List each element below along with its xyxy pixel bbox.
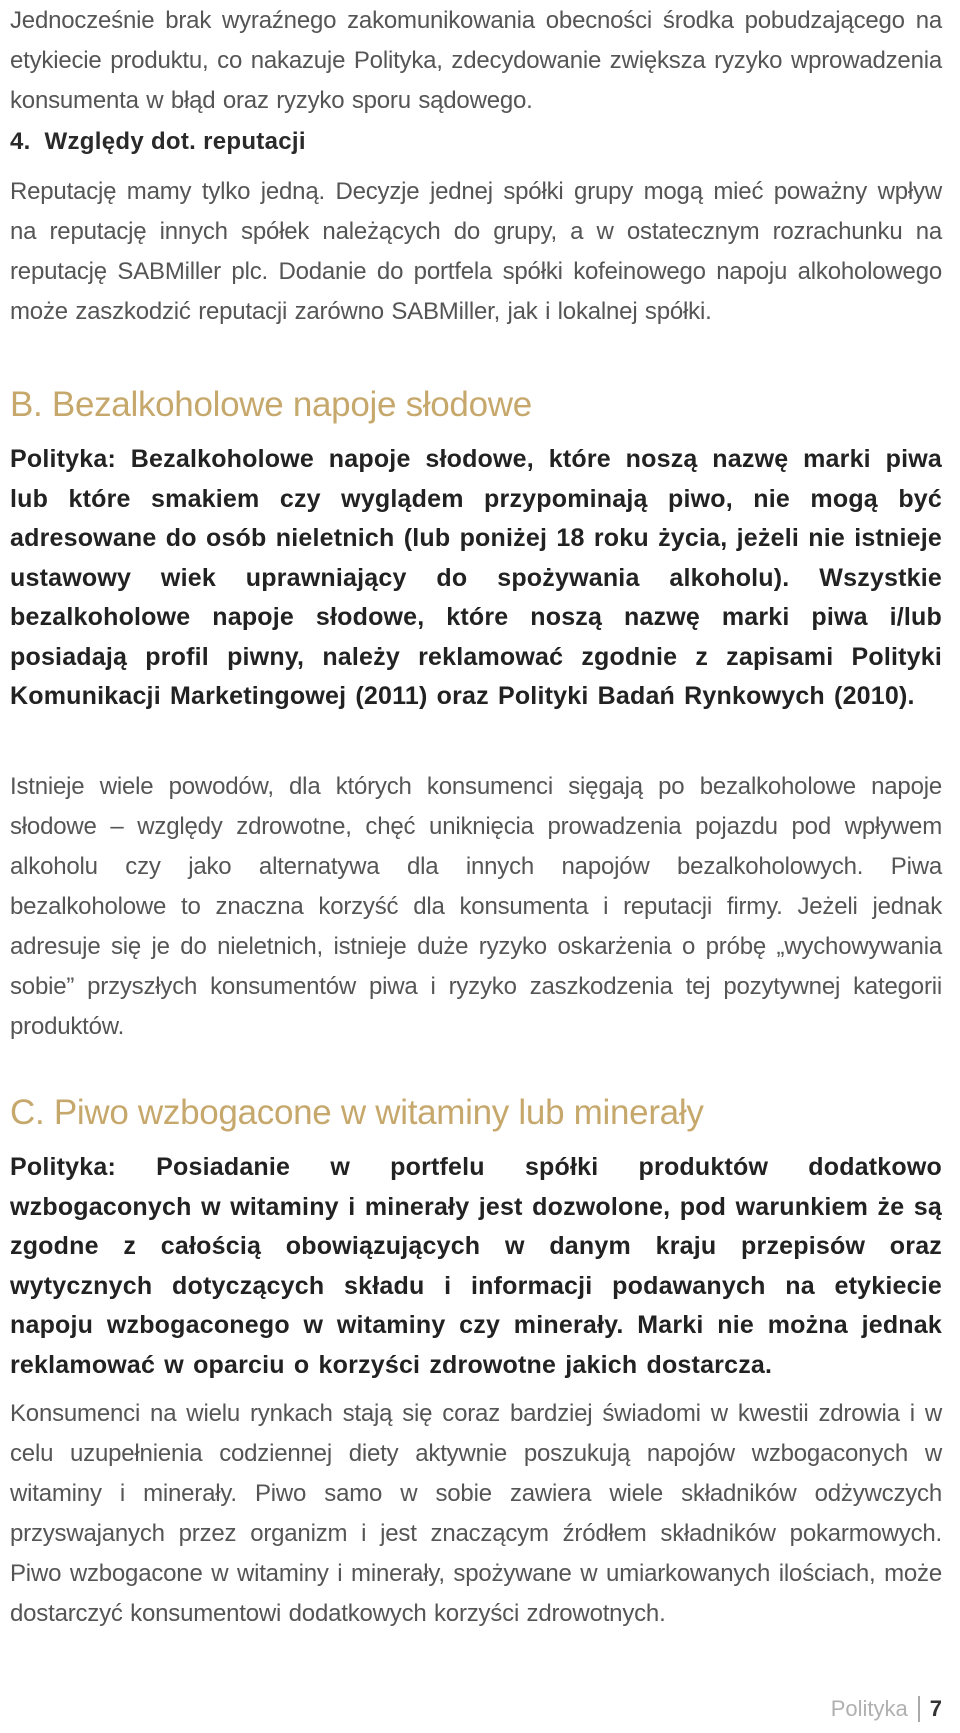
page-footer <box>831 1696 942 1722</box>
footer-divider <box>918 1696 920 1722</box>
reputation-paragraph: Reputację mamy tylko jedną. Decyzje jednej spółki grupy mogą mieć poważny wpływ na reputację innych spółek należących do grupy, a w ostatecznym rozrachunku na reputację SABMiller plc. Dodanie do portfela spółki kofeinowego napoju alkoholowego może zaszkodzić reputacji zarówno SABMiller, jak i lokalnej spółki. <box>10 178 942 325</box>
section-b-title: B. Bezalkoholowe napoje słodowe <box>10 385 532 424</box>
page-number: 7 <box>929 1696 942 1721</box>
section-c-policy: Polityka: Posiadanie w portfelu spółki produktów dodatkowo wzbogaconych w witaminy i minerały jest dozwolone, pod warunkiem że są zgodne z całością obowiązujących w danym kraju przepisów oraz wytycznych dotyczących składu i informacji podawanych na etykiecie napoju wzbogaconego w witaminy czy minerały. Marki nie można jednak reklamować w oparciu o korzyści zdrowotne jakich dostarcza. <box>10 1153 942 1379</box>
section-b-policy: Polityka: Bezalkoholowe napoje słodowe, które noszą nazwę marki piwa lub które smakiem czy wyglądem przypominają piwo, nie mogą być adresowane do osób nieletnich (lub poniżej 18 roku życia, jeżeli nie istnieje ustawowy wiek uprawniający do spożywania alkoholu). Wszystkie bezalkoholowe napoje słodowe, które noszą nazwę marki piwa i/lub posiadają profil piwny, należy reklamować zgodnie z zapisami Polityki Komunikacji Marketingowej (2011) oraz Polityki Badań Rynkowych (2010). <box>10 445 942 710</box>
intro-paragraph: Jednocześnie brak wyraźnego zakomunikowania obecności środka pobudzającego na etykiecie produktu, co nakazuje Polityka, zdecydowanie zwiększa ryzyko wprowadzenia konsumenta w błąd oraz ryzyko sporu sądowego. <box>10 7 942 114</box>
footer-label: Polityka <box>830 1696 908 1721</box>
section-b-paragraph: Istnieje wiele powodów, dla których konsumenci sięgają po bezalkoholowe napoje słodowe – względy zdrowotne, chęć uniknięcia prowadzenia pojazdu pod wpływem alkoholu czy jako alternatywa dla innych napojów bezalkoholowych. Piwa bezalkoholowe to znaczna korzyść dla konsumenta i reputacji firmy. Jeżeli jednak adresuje się je do nieletnich, istnieje duże ryzyko oskarżenia o próbę „wychowywania sobie” przyszłych konsumentów piwa i ryzyko zaszkodzenia tej pozytywnej kategorii produktów. <box>10 773 942 1040</box>
section-c-paragraph: Konsumenci na wielu rynkach stają się coraz bardziej świadomi w kwestii zdrowia i w celu uzupełnienia codziennej diety aktywnie poszukują napojów wzbogaconych w witaminy i minerały. Piwo samo w sobie zawiera wiele składników odżywczych przyswajanych przez organizm i jest znaczącym źródłem składników pokarmowych. Piwo wzbogacone w witaminy i minerały, spożywane w umiarkowanych ilościach, może dostarczyć konsumentowi dodatkowych korzyści zdrowotnych. <box>10 1400 942 1627</box>
section-c-title: C. Piwo wzbogacone w witaminy lub minerały <box>10 1093 704 1132</box>
subsection-heading: 4. Względy dot. reputacji <box>10 128 306 155</box>
